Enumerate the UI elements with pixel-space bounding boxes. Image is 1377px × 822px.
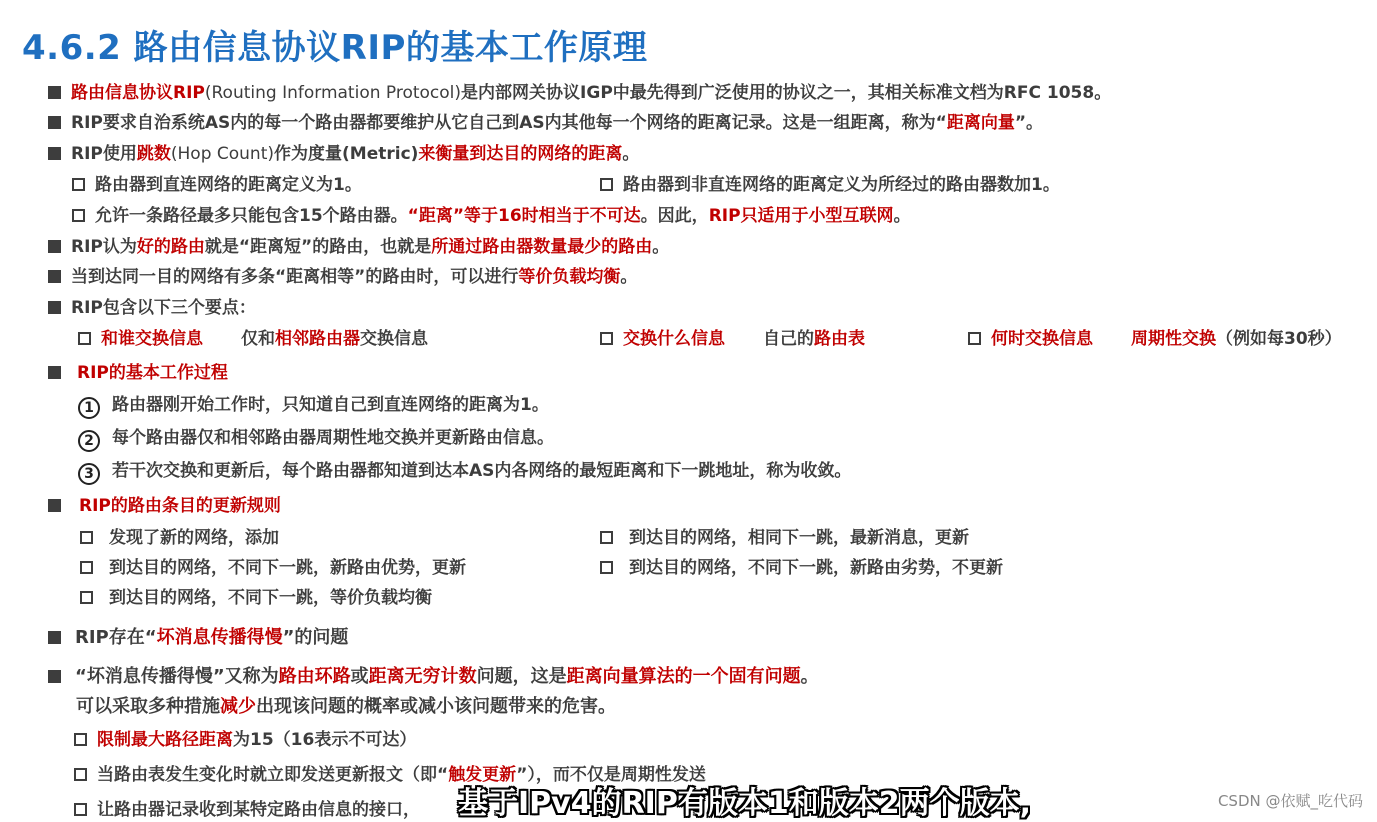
- checkbox-icon: [600, 531, 613, 544]
- circled-number-icon: 3: [78, 463, 100, 485]
- checkbox-icon: [80, 591, 93, 604]
- bullet-load-balance: 当到达同一目的网络有多条“距离相等”的路由时，可以进行等价负载均衡。: [48, 262, 637, 287]
- point-what: 交换什么信息 自己的路由表: [600, 324, 865, 349]
- measure-split-horizon: 让路由器记录收到某特定路由信息的接口，: [74, 795, 420, 820]
- checkbox-icon: [968, 332, 981, 345]
- square-bullet-icon: [48, 116, 61, 129]
- checkbox-icon: [600, 332, 613, 345]
- bullet-routing-loop: “坏消息传播得慢”又称为路由环路或距离无穷计数问题，这是距离向量算法的一个固有问题。: [48, 662, 819, 688]
- step-3: 3 若干次交换和更新后，每个路由器都知道到达本AS内各网络的最短距离和下一跳地址，称为收敛。: [78, 456, 851, 485]
- bullet-three-points: RIP包含以下三个要点：: [48, 293, 256, 318]
- rule-better-route: 到达目的网络，不同下一跳，新路由优势，更新: [80, 553, 466, 578]
- square-bullet-icon: [48, 366, 61, 379]
- bullet-good-route: RIP认为好的路由就是“距离短”的路由，也就是所通过路由器数量最少的路由。: [48, 232, 669, 257]
- bullet-distance-vector: RIP要求自治系统AS内的每一个路由器都要维护从它自己到AS内其他每一个网络的距离记录。这是一组距离，称为“距离向量”。: [48, 108, 1043, 133]
- point-who: 和谁交换信息 仅和相邻路由器交换信息: [78, 324, 428, 349]
- square-bullet-icon: [48, 499, 61, 512]
- checkbox-icon: [600, 561, 613, 574]
- csdn-watermark: CSDN @依赋_吃代码: [1217, 792, 1363, 810]
- square-bullet-icon: [48, 631, 61, 644]
- checkbox-icon: [72, 178, 85, 191]
- circled-number-icon: 2: [78, 430, 100, 452]
- measure-max-distance: 限制最大路径距离为15（16表示不可达）: [74, 725, 416, 750]
- measure-triggered-update: 当路由表发生变化时就立即发送更新报文（即“触发更新”），而不仅是周期性发送: [74, 760, 706, 785]
- point-when: 何时交换信息 周期性交换（例如每30秒）: [968, 324, 1342, 349]
- bullet-bad-news: RIP存在“坏消息传播得慢”的问题: [48, 623, 348, 649]
- checkbox-icon: [80, 531, 93, 544]
- rule-equal-cost: 到达目的网络，不同下一跳，等价负载均衡: [80, 583, 432, 608]
- checkbox-icon: [74, 803, 87, 816]
- checkbox-icon: [72, 209, 85, 222]
- square-bullet-icon: [48, 240, 61, 253]
- sub-indirect-distance: 路由器到非直连网络的距离定义为所经过的路由器数加1。: [600, 170, 1060, 195]
- square-bullet-icon: [48, 301, 61, 314]
- measures-text: 可以采取多种措施减少出现该问题的概率或减小该问题带来的危害。: [76, 696, 616, 717]
- circled-number-icon: 1: [78, 397, 100, 419]
- video-subtitle: 基于IPv4的RIP有版本1和版本2两个版本,: [458, 786, 1031, 821]
- page-title: 4.6.2 路由信息协议RIP的基本工作原理: [22, 28, 648, 68]
- bullet-rip-definition: 路由信息协议RIP(Routing Information Protocol)是内部网关协议IGP中最先得到广泛使用的协议之一，其相关标准文档为RFC 1058。: [48, 78, 1111, 103]
- sub-direct-distance: 路由器到直连网络的距离定义为1。: [72, 170, 362, 195]
- square-bullet-icon: [48, 147, 61, 160]
- sub-max-15-routers: 允许一条路径最多只能包含15个路由器。“距离”等于16时相当于不可达。因此，RIP只适用于小型互联网。: [72, 201, 911, 226]
- checkbox-icon: [600, 178, 613, 191]
- square-bullet-icon: [48, 670, 61, 683]
- checkbox-icon: [78, 332, 91, 345]
- step-2: 2 每个路由器仅和相邻路由器周期性地交换并更新路由信息。: [78, 423, 554, 452]
- checkbox-icon: [74, 768, 87, 781]
- bullet-basic-process: RIP的基本工作过程: [48, 358, 228, 383]
- checkbox-icon: [74, 733, 87, 746]
- bullet-update-rules: RIP的路由条目的更新规则: [48, 491, 281, 516]
- step-1: 1 路由器刚开始工作时，只知道自己到直连网络的距离为1。: [78, 390, 549, 419]
- rule-same-next-hop: 到达目的网络，相同下一跳，最新消息，更新: [600, 523, 969, 548]
- checkbox-icon: [80, 561, 93, 574]
- rule-new-network: 发现了新的网络，添加: [80, 523, 279, 548]
- bullet-hop-count: RIP使用跳数(Hop Count)作为度量(Metric)来衡量到达目的网络的距离。: [48, 139, 639, 164]
- rule-worse-route: 到达目的网络，不同下一跳，新路由劣势，不更新: [600, 553, 1003, 578]
- square-bullet-icon: [48, 86, 61, 99]
- square-bullet-icon: [48, 270, 61, 283]
